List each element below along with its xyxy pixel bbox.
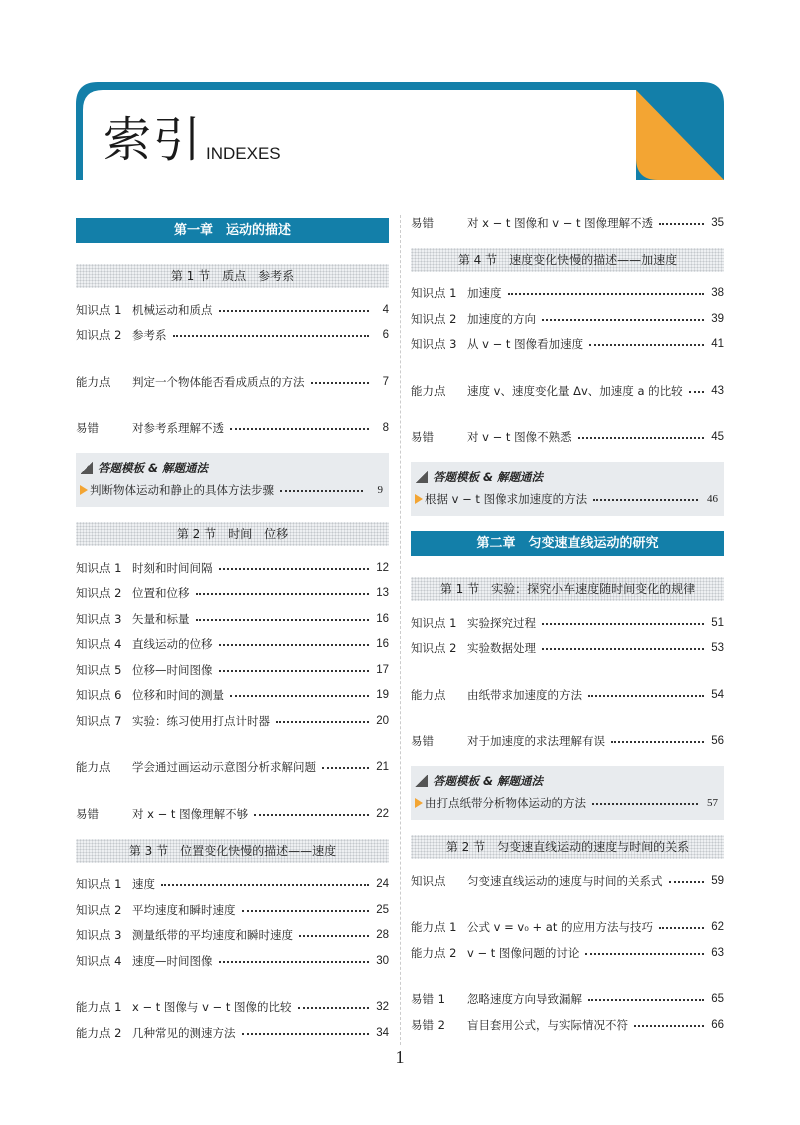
entry-label: 易错 2 — [411, 1017, 445, 1032]
entry-label: 易错 — [411, 734, 434, 749]
entry-page: 32 — [376, 1001, 389, 1014]
index-entry[interactable] — [76, 581, 389, 607]
index-entry[interactable] — [411, 210, 724, 236]
entry-text: 实验：练习使用打点计时器 — [132, 713, 270, 728]
dot-leader — [219, 310, 370, 312]
entry-page: 39 — [711, 312, 724, 325]
entry-page: 41 — [711, 338, 724, 351]
dot-leader — [585, 953, 704, 955]
entry-label: 能力点 2 — [76, 1025, 122, 1040]
dot-leader — [588, 695, 704, 697]
entry-text: 速度 — [132, 877, 155, 892]
entry-label: 知识点 2 — [411, 641, 457, 656]
entry-page: 22 — [376, 807, 389, 820]
section-heading — [411, 835, 724, 859]
section-title: 第 3 节 位置变化快慢的描述——速度 — [128, 843, 337, 858]
dot-leader — [173, 335, 370, 337]
entry-page: 9 — [377, 484, 383, 496]
entry-text: 几种常见的测速方法 — [132, 1025, 236, 1040]
dot-leader — [242, 910, 370, 912]
entry-page: 34 — [376, 1026, 389, 1039]
entry-text: 实验数据处理 — [467, 641, 536, 656]
section-title: 第 2 节 匀变速直线运动的速度与时间的关系 — [445, 840, 690, 854]
dot-leader — [659, 223, 704, 225]
entry-text: 速度—时间图像 — [132, 953, 213, 968]
dot-leader — [280, 490, 363, 492]
dot-leader — [634, 1025, 704, 1027]
entry-page: 66 — [711, 1018, 724, 1031]
template-heading — [80, 459, 383, 477]
entry-text: 从 v − t 图像看加速度 — [467, 337, 584, 352]
index-entry[interactable] — [411, 940, 724, 966]
entry-label: 知识点 7 — [76, 713, 122, 728]
entry-label: 知识点 — [411, 873, 446, 888]
index-entry[interactable] — [76, 708, 389, 734]
entry-page: 65 — [711, 993, 724, 1006]
entry-label: 知识点 2 — [76, 328, 122, 343]
entry-text: 判定一个物体能否看成质点的方法 — [132, 374, 305, 389]
entry-page: 8 — [382, 422, 389, 435]
column-divider — [400, 215, 401, 1045]
entry-page: 25 — [376, 903, 389, 916]
entry-page: 7 — [382, 375, 389, 388]
dot-leader — [196, 593, 370, 595]
template-title: 答题模板 & 解题通法 — [433, 774, 544, 788]
entry-page: 63 — [711, 946, 724, 959]
dot-leader — [219, 568, 370, 570]
section-heading — [76, 839, 389, 863]
entry-text: 判断物体运动和静止的具体方法步骤 — [90, 483, 274, 497]
dot-leader — [196, 619, 370, 621]
index-entry[interactable] — [411, 378, 724, 404]
entry-page: 17 — [376, 663, 389, 676]
section-heading — [76, 264, 389, 288]
dot-leader — [219, 961, 370, 963]
entry-label: 知识点 4 — [76, 953, 122, 968]
right-column — [411, 210, 724, 1050]
dot-leader — [593, 499, 698, 501]
entry-page: 28 — [376, 929, 389, 942]
index-entry[interactable] — [411, 915, 724, 941]
section-title: 第 4 节 速度变化快慢的描述——加速度 — [457, 252, 678, 267]
dot-leader — [299, 935, 369, 937]
entry-text: 对参考系理解不透 — [132, 421, 224, 436]
entry-text: v − t 图像问题的讨论 — [467, 945, 580, 960]
entry-text: 公式 v = v₀ + at 的应用方法与技巧 — [467, 920, 653, 935]
entry-page: 30 — [376, 954, 389, 967]
template-entry[interactable] — [415, 486, 718, 512]
template-title: 答题模板 & 解题通法 — [98, 461, 209, 475]
entry-text: 平均速度和瞬时速度 — [132, 902, 236, 917]
entry-label: 能力点 1 — [76, 1000, 122, 1015]
dot-leader — [542, 648, 704, 650]
dot-leader — [254, 814, 369, 816]
entry-text: 匀变速直线运动的速度与时间的关系式 — [467, 873, 663, 888]
index-entry[interactable] — [76, 872, 389, 898]
entry-label: 能力点 — [411, 383, 446, 398]
dot-leader — [578, 437, 704, 439]
entry-page: 35 — [711, 216, 724, 229]
entry-page: 4 — [382, 303, 389, 316]
entry-text: 测量纸带的平均速度和瞬时速度 — [132, 928, 293, 943]
dot-leader — [588, 999, 704, 1001]
dot-leader — [542, 319, 704, 321]
dot-leader — [298, 1007, 370, 1009]
entry-page: 16 — [376, 612, 389, 625]
index-entry[interactable] — [411, 425, 724, 451]
dot-leader — [230, 695, 369, 697]
entry-text: 对 x − t 图像理解不够 — [132, 806, 249, 821]
entry-text: 由纸带求加速度的方法 — [467, 687, 582, 702]
dot-leader — [689, 391, 704, 393]
dot-leader — [311, 382, 370, 384]
template-box — [411, 462, 724, 516]
chapter-heading: 第二章 匀变速直线运动的研究 — [411, 531, 724, 556]
entry-text: 盲目套用公式，与实际情况不符 — [467, 1017, 628, 1032]
entry-label: 知识点 1 — [411, 615, 457, 630]
entry-page: 20 — [376, 714, 389, 727]
index-entry[interactable] — [76, 1020, 389, 1046]
entry-label: 易错 — [411, 215, 434, 230]
page-subtitle: INDEXES — [206, 144, 281, 163]
index-entry[interactable] — [76, 948, 389, 974]
page-number: 1 — [395, 1047, 405, 1067]
triangle-corner-icon — [415, 775, 428, 787]
index-entry[interactable] — [411, 987, 724, 1013]
dot-leader — [219, 644, 370, 646]
index-entry[interactable] — [411, 868, 724, 894]
entry-page: 6 — [382, 329, 389, 342]
arrow-right-icon — [415, 798, 423, 808]
entry-page: 53 — [711, 642, 724, 655]
entry-text: 由打点纸带分析物体运动的方法 — [425, 796, 586, 810]
entry-page: 57 — [707, 797, 718, 809]
left-column — [76, 218, 389, 1058]
entry-label: 能力点 — [76, 374, 111, 389]
triangle-corner-icon — [80, 462, 93, 474]
dot-leader — [230, 428, 369, 430]
index-entry[interactable] — [76, 323, 389, 349]
entry-text: 对 v − t 图像不熟悉 — [467, 430, 572, 445]
template-entry[interactable] — [415, 790, 718, 816]
entry-text: 实验探究过程 — [467, 615, 536, 630]
index-entry[interactable] — [411, 729, 724, 755]
index-entry[interactable] — [76, 801, 389, 827]
entry-label: 知识点 2 — [76, 902, 122, 917]
index-entry[interactable] — [76, 683, 389, 709]
index-entry[interactable] — [76, 555, 389, 581]
entry-label: 能力点 — [76, 760, 111, 775]
entry-label: 知识点 2 — [76, 586, 122, 601]
entry-label: 知识点 1 — [76, 877, 122, 892]
index-entry[interactable] — [76, 657, 389, 683]
dot-leader — [508, 293, 705, 295]
dot-leader — [242, 1033, 370, 1035]
dot-leader — [542, 623, 704, 625]
entry-label: 易错 — [76, 806, 99, 821]
entry-page: 12 — [376, 561, 389, 574]
template-heading — [415, 468, 718, 486]
entry-text: 位移和时间的测量 — [132, 688, 224, 703]
dot-leader — [219, 670, 370, 672]
dot-leader — [589, 344, 704, 346]
dot-leader — [659, 927, 704, 929]
entry-page: 13 — [376, 587, 389, 600]
entry-text: 位移—时间图像 — [132, 662, 213, 677]
template-box — [411, 766, 724, 820]
index-entry[interactable] — [76, 369, 389, 395]
triangle-corner-icon — [415, 471, 428, 483]
dot-leader — [322, 767, 369, 769]
template-box — [76, 453, 389, 507]
index-entry[interactable] — [76, 606, 389, 632]
section-title: 第 2 节 时间 位移 — [176, 527, 289, 541]
index-entry[interactable] — [411, 636, 724, 662]
entry-text: 加速度的方向 — [467, 311, 536, 326]
entry-page: 16 — [376, 638, 389, 651]
dot-leader — [276, 721, 369, 723]
entry-page: 62 — [711, 921, 724, 934]
entry-text: 学会通过画运动示意图分析求解问题 — [132, 760, 316, 775]
entry-label: 知识点 2 — [411, 311, 457, 326]
dot-leader — [161, 884, 369, 886]
entry-text: 对于加速度的求法理解有误 — [467, 734, 605, 749]
entry-label: 知识点 1 — [411, 286, 457, 301]
entry-text: 时刻和时间间隔 — [132, 560, 213, 575]
index-entry[interactable] — [76, 632, 389, 658]
entry-label: 知识点 4 — [76, 637, 122, 652]
index-entry[interactable] — [76, 897, 389, 923]
arrow-right-icon — [415, 494, 423, 504]
entry-label: 能力点 1 — [411, 920, 457, 935]
entry-text: 加速度 — [467, 286, 502, 301]
entry-page: 19 — [376, 689, 389, 702]
section-heading — [76, 522, 389, 546]
index-entry[interactable] — [411, 1012, 724, 1038]
index-entry[interactable] — [411, 610, 724, 636]
dot-leader — [611, 741, 704, 743]
entry-label: 能力点 2 — [411, 945, 457, 960]
entry-text: 忽略速度方向导致漏解 — [467, 992, 582, 1007]
entry-page: 21 — [376, 761, 389, 774]
dot-leader — [669, 881, 705, 883]
section-heading — [411, 577, 724, 601]
entry-text: 根据 v − t 图像求加速度的方法 — [425, 492, 588, 506]
index-entry[interactable] — [411, 682, 724, 708]
entry-text: 位置和位移 — [132, 586, 190, 601]
index-entry[interactable] — [411, 281, 724, 307]
section-title: 第 1 节 实验：探究小车速度随时间变化的规律 — [439, 582, 696, 596]
entry-label: 易错 — [76, 421, 99, 436]
entry-label: 知识点 3 — [76, 611, 122, 626]
entry-label: 知识点 3 — [76, 928, 122, 943]
entry-page: 46 — [707, 493, 718, 505]
entry-text: 直线运动的位移 — [132, 637, 213, 652]
template-heading — [415, 772, 718, 790]
entry-label: 知识点 5 — [76, 662, 122, 677]
entry-label: 知识点 3 — [411, 337, 457, 352]
entry-page: 54 — [711, 688, 724, 701]
index-entry[interactable] — [411, 306, 724, 332]
arrow-right-icon — [80, 485, 88, 495]
entry-label: 易错 1 — [411, 992, 445, 1007]
entry-text: 速度 v、速度变化量 Δv、加速度 a 的比较 — [467, 383, 683, 398]
entry-page: 24 — [376, 878, 389, 891]
entry-label: 能力点 — [411, 687, 446, 702]
template-entry[interactable] — [80, 477, 383, 503]
entry-text: x − t 图像与 v − t 图像的比较 — [132, 1000, 292, 1015]
page-title: 索引 — [103, 112, 204, 168]
entry-text: 矢量和标量 — [132, 611, 190, 626]
entry-page: 45 — [711, 431, 724, 444]
index-entry[interactable] — [76, 297, 389, 323]
index-entry[interactable] — [76, 416, 389, 442]
entry-text: 对 x − t 图像和 v − t 图像理解不透 — [467, 215, 654, 230]
entry-page: 56 — [711, 735, 724, 748]
entry-page: 38 — [711, 287, 724, 300]
entry-label: 知识点 1 — [76, 560, 122, 575]
index-entry[interactable] — [76, 995, 389, 1021]
index-entry[interactable] — [411, 332, 724, 358]
template-title: 答题模板 & 解题通法 — [433, 470, 544, 484]
chapter-heading: 第一章 运动的描述 — [76, 218, 389, 243]
index-entry[interactable] — [76, 755, 389, 781]
entry-text: 机械运动和质点 — [132, 302, 213, 317]
section-heading — [411, 248, 724, 272]
entry-page: 43 — [711, 384, 724, 397]
dot-leader — [592, 803, 698, 805]
section-title: 第 1 节 质点 参考系 — [170, 269, 295, 283]
index-entry[interactable] — [76, 923, 389, 949]
entry-label: 易错 — [411, 430, 434, 445]
entry-label: 知识点 6 — [76, 688, 122, 703]
entry-text: 参考系 — [132, 328, 167, 343]
entry-page: 59 — [711, 874, 724, 887]
entry-page: 51 — [711, 616, 724, 629]
entry-label: 知识点 1 — [76, 302, 122, 317]
